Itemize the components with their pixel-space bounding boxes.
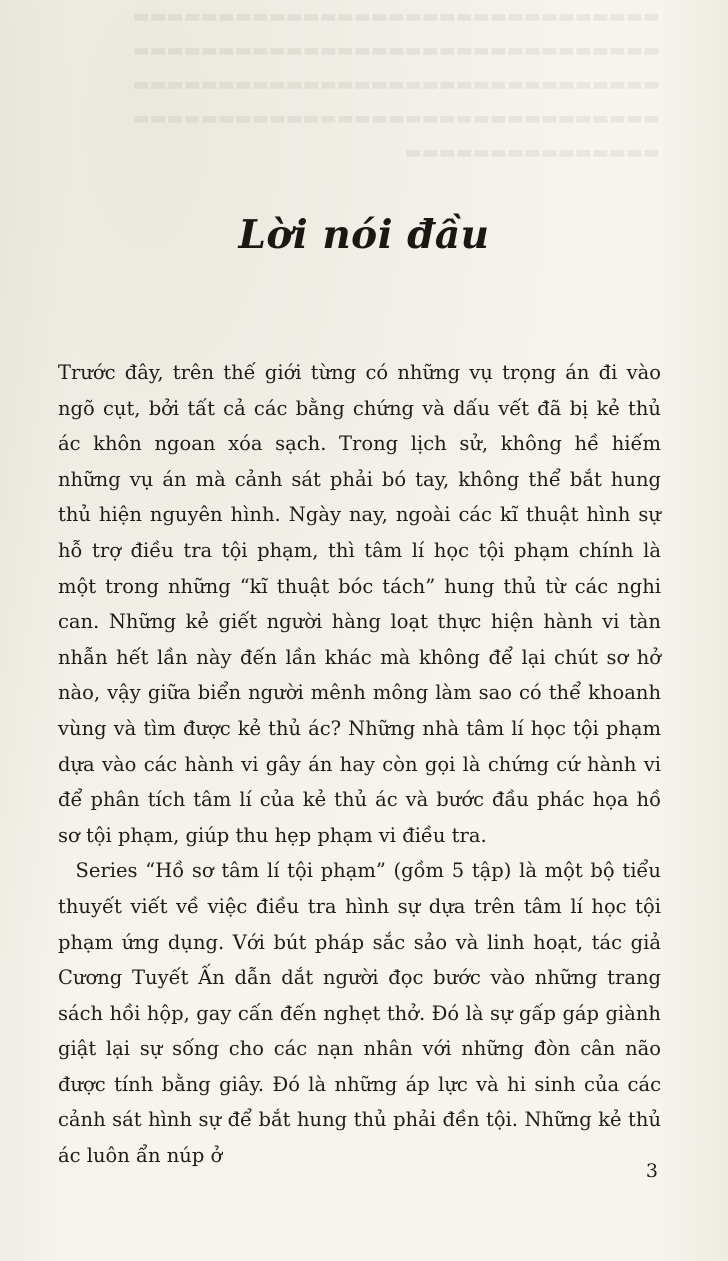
page-title: Lời nói đầu: [238, 212, 490, 258]
body-text: [58, 355, 661, 1174]
paragraph: Trước đây, trên thế giới từng có những vụ trọng án đi vào ngõ cụt, bởi tất cả các bằng chứng và dấu vết đã bị kẻ thủ ác khôn ngoan xóa sạch. Trong lịch sử, không hề hiếm những vụ án mà cảnh sát phải bó tay, không thể bắt hung thủ hiện nguyên hình. Ngày nay, ngoài các kĩ thuật hình sự hỗ trợ điều tra tội phạm, thì tâm lí học tội phạm chính là một trong những “kĩ thuật bóc tách” hung thủ từ các nghi can. Những kẻ giết người hàng loạt thực hiện hành vi tàn nhẫn hết lần này đến lần khác mà không để lại chút sơ hở nào, vậy giữa biển người mênh mông làm sao có thể khoanh vùng và tìm được kẻ thủ ác? Những nhà tâm lí học tội phạm dựa vào các hành vi gây án hay còn gọi là chứng cứ hành vi để phân tích tâm lí của kẻ thủ ác và bước đầu phác họa hồ sơ tội phạm, giúp thu hẹp phạm vi điều tra.: [58, 361, 661, 847]
paragraph: Series “Hồ sơ tâm lí tội phạm” (gồm 5 tập) là một bộ tiểu thuyết viết về việc điều tra hình sự dựa trên tâm lí học tội phạm ứng dụng. Với bút pháp sắc sảo và linh hoạt, tác giả Cương Tuyết Ấn dẫn dắt người đọc bước vào những trang sách hồi hộp, gay cấn đến nghẹt thở. Đó là sự gấp gáp giành giật lại sự sống cho các nạn nhân với những đòn cân não được tính bằng giây. Đó là những áp lực và hi sinh của các cảnh sát hình sự để bắt hung thủ phải đền tội. Những kẻ thủ ác luôn ẩn núp ở: [58, 859, 661, 1168]
page-number: 3: [645, 1160, 658, 1182]
show-through-texture: ▬▬▬▬▬▬▬▬▬▬▬▬▬▬▬▬▬▬▬▬▬▬▬▬▬▬▬▬▬▬▬ ▬▬▬▬▬▬▬▬▬▬▬▬▬▬▬▬▬▬▬▬▬▬▬▬▬▬▬▬▬▬▬ ▬▬▬▬▬▬▬▬▬▬▬▬▬▬▬▬▬▬▬▬▬▬▬▬▬▬▬▬▬▬▬ ▬▬▬▬▬▬▬▬▬▬▬▬▬▬▬▬▬▬▬▬▬▬▬▬▬▬▬▬▬▬▬ ▬▬▬▬▬▬▬▬▬▬▬▬▬▬▬: [132, 6, 660, 163]
